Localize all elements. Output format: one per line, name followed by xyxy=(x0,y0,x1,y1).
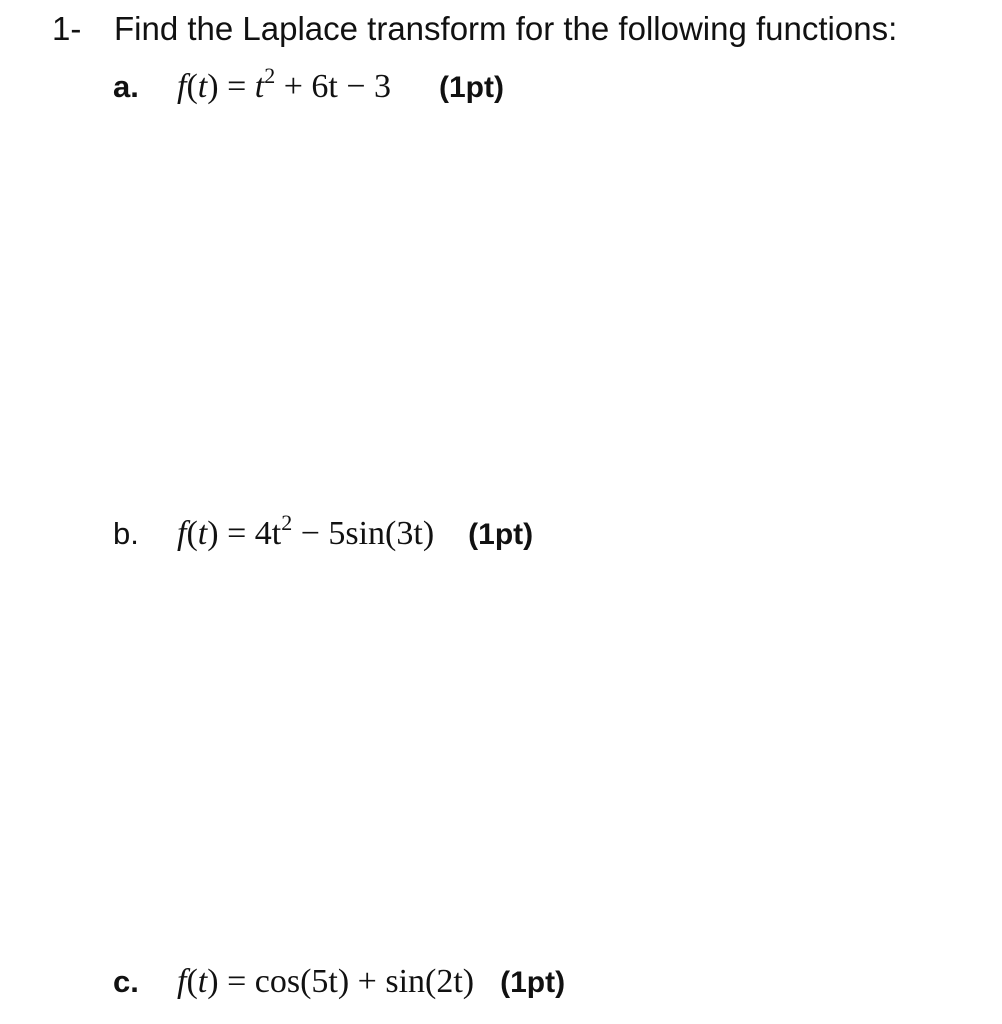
part-a-expr-post: + 6t − 3 xyxy=(275,68,391,105)
part-a xyxy=(113,63,504,105)
part-c-expression: f(t) = cos(5t) + sin(2t) xyxy=(177,963,475,1000)
part-c-var: t xyxy=(197,963,208,1000)
part-b-exponent: 2 xyxy=(281,510,293,535)
part-b-expr-pre: 4t xyxy=(254,515,282,552)
part-b-expression: $f(t) = 4t^2 - 5\sin(3t)$ xyxy=(177,510,435,552)
part-a-var: t xyxy=(197,68,208,105)
part-a-label: a. xyxy=(113,69,139,104)
part-c-points: (1pt) xyxy=(500,966,566,999)
part-c-expr-pre: cos(5t) + sin(2t) xyxy=(254,963,475,1000)
part-b-fn: f xyxy=(177,515,187,552)
part-c-label: c. xyxy=(113,964,139,999)
part-b-label: b. xyxy=(113,516,139,551)
part-a-equals: = xyxy=(227,68,247,105)
part-b-equals: = xyxy=(227,515,247,552)
part-b-var: t xyxy=(197,515,208,552)
part-a-points: (1pt) xyxy=(439,71,504,104)
question-prompt: Find the Laplace transform for the following functions: xyxy=(114,10,898,47)
part-c-equals: = xyxy=(227,963,247,1000)
part-a-expression: $f(t) = t^2 + 6t - 3$ xyxy=(177,63,391,105)
question-number: 1- xyxy=(52,10,82,47)
part-c xyxy=(113,965,565,999)
part-b-expr-post: − 5sin(3t) xyxy=(292,515,435,552)
part-a-exponent: 2 xyxy=(264,63,276,88)
part-b-points: (1pt) xyxy=(468,518,534,551)
part-a-fn: f xyxy=(177,68,187,105)
part-c-fn: f xyxy=(177,963,187,1000)
part-a-expr-pre: t xyxy=(254,68,265,105)
part-b xyxy=(113,510,534,552)
